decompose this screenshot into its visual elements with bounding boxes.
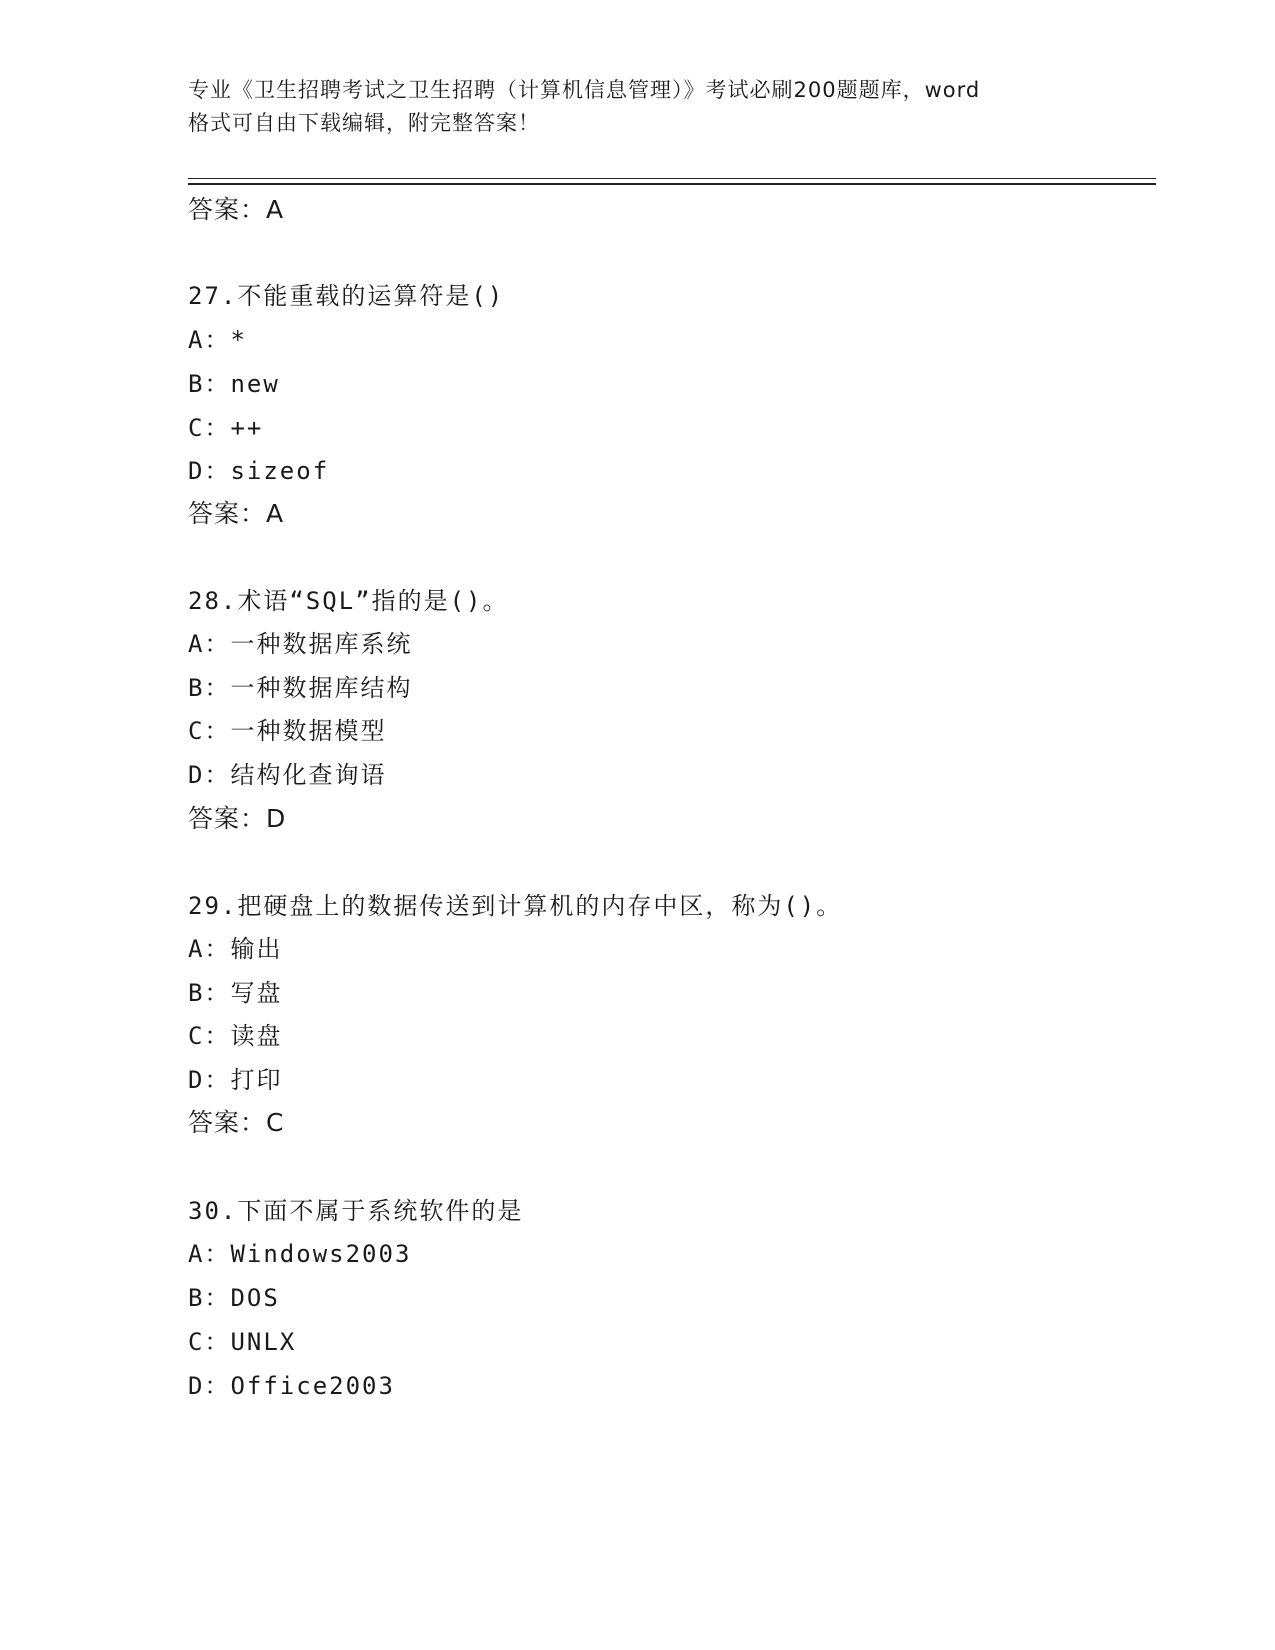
q30-option-d: D：Office2003 (188, 1372, 395, 1400)
document-header (188, 74, 1088, 140)
q27-option-a: A：* (188, 326, 247, 354)
q28-option-c: C：一种数据模型 (188, 717, 387, 745)
question-29: 29.把硬盘上的数据传送到计算机的内存中区，称为()。 (188, 892, 843, 920)
answer-28: 答案：D (188, 804, 287, 833)
q28-option-a: A：一种数据库系统 (188, 630, 413, 658)
q29-option-d: D：打印 (188, 1066, 283, 1094)
q29-option-a: A：输出 (188, 935, 283, 963)
q29-option-c: C：读盘 (188, 1022, 283, 1050)
question-28: 28.术语“SQL”指的是()。 (188, 587, 509, 615)
q30-option-b: B：DOS (188, 1284, 280, 1312)
q27-option-b: B：new (188, 370, 280, 398)
q27-option-c: C：++ (188, 414, 264, 442)
header-divider-thick (188, 183, 1156, 185)
question-27: 27.不能重载的运算符是() (188, 282, 505, 310)
q28-option-b: B：一种数据库结构 (188, 674, 413, 702)
q27-option-d: D：sizeof (188, 457, 330, 485)
answer-29: 答案：C (188, 1108, 285, 1137)
header-line-2: 格式可自由下载编辑，附完整答案！ (188, 111, 540, 135)
q30-option-c: C：UNLX (188, 1328, 297, 1356)
answer-26: 答案：A (188, 195, 285, 224)
q29-option-b: B：写盘 (188, 979, 283, 1007)
q28-option-d: D：结构化查询语 (188, 761, 387, 789)
header-line-1: 专业《卫生招聘考试之卫生招聘（计算机信息管理）》考试必刷200题题库，word (188, 78, 981, 102)
answer-27: 答案：A (188, 499, 285, 528)
question-30: 30.下面不属于系统软件的是 (188, 1197, 524, 1225)
header-divider-thin (188, 178, 1156, 179)
q30-option-a: A：Windows2003 (188, 1240, 412, 1268)
